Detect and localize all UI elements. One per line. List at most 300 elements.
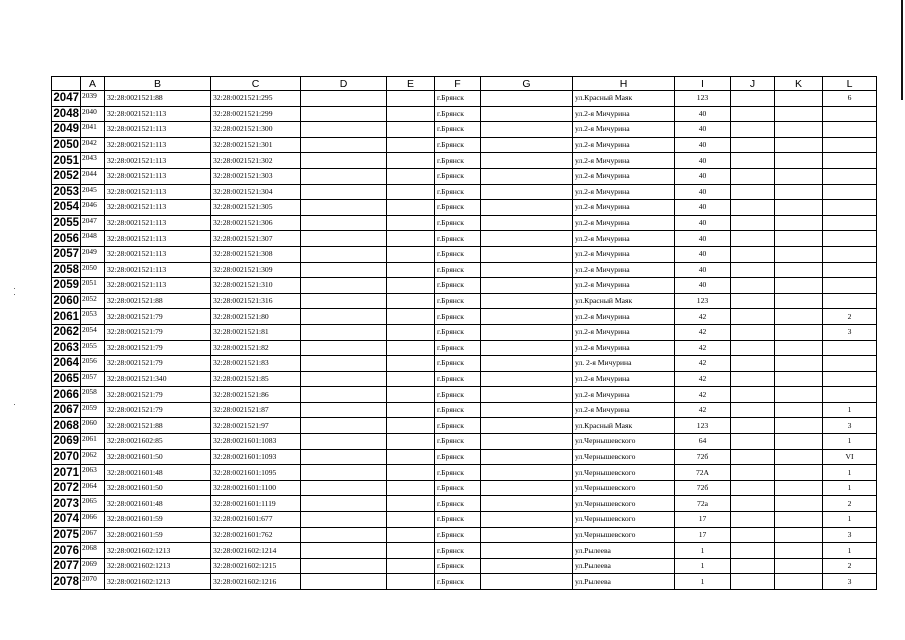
cell-b[interactable]: 32:28:0021521:88 <box>105 91 211 107</box>
cell-k[interactable] <box>775 449 823 465</box>
cell-b[interactable]: 32:28:0021521:113 <box>105 184 211 200</box>
cell-h[interactable]: ул.Чернышевского <box>573 449 675 465</box>
cell-i[interactable]: 40 <box>675 137 731 153</box>
cell-j[interactable] <box>731 200 775 216</box>
cell-h[interactable]: ул.Чернышевского <box>573 512 675 528</box>
cell-j[interactable] <box>731 215 775 231</box>
cell-j[interactable] <box>731 153 775 169</box>
cell-d[interactable] <box>301 153 387 169</box>
cell-c[interactable]: 32:28:0021601:1083 <box>211 434 301 450</box>
cell-e[interactable] <box>387 418 435 434</box>
cell-h[interactable]: ул.Чернышевского <box>573 480 675 496</box>
cell-h[interactable]: ул.2-я Мичурина <box>573 153 675 169</box>
cell-l[interactable] <box>823 153 877 169</box>
cell-d[interactable] <box>301 512 387 528</box>
cell-j[interactable] <box>731 246 775 262</box>
cell-a[interactable]: 2047 <box>81 215 105 231</box>
cell-j[interactable] <box>731 231 775 247</box>
cell-b[interactable]: 32:28:0021521:88 <box>105 418 211 434</box>
cell-i[interactable]: 40 <box>675 106 731 122</box>
cell-c[interactable]: 32:28:0021521:304 <box>211 184 301 200</box>
cell-f[interactable]: г.Брянск <box>435 246 481 262</box>
cell-d[interactable] <box>301 434 387 450</box>
cell-b[interactable]: 32:28:0021602:1213 <box>105 558 211 574</box>
cell-a[interactable]: 2040 <box>81 106 105 122</box>
cell-d[interactable] <box>301 293 387 309</box>
cell-i[interactable]: 42 <box>675 340 731 356</box>
cell-a[interactable]: 2065 <box>81 496 105 512</box>
row-number[interactable]: 2078 <box>53 575 79 588</box>
cell-b[interactable]: 32:28:0021521:113 <box>105 231 211 247</box>
cell-a[interactable]: 2062 <box>81 449 105 465</box>
cell-g[interactable] <box>481 574 573 590</box>
cell-g[interactable] <box>481 91 573 107</box>
cell-c[interactable]: 32:28:0021601:1093 <box>211 449 301 465</box>
cell-e[interactable] <box>387 184 435 200</box>
cell-h[interactable]: ул.Рылеева <box>573 574 675 590</box>
cell-f[interactable]: г.Брянск <box>435 543 481 559</box>
cell-d[interactable] <box>301 574 387 590</box>
cell-i[interactable]: 40 <box>675 153 731 169</box>
cell-d[interactable] <box>301 231 387 247</box>
cell-a[interactable]: 2043 <box>81 153 105 169</box>
corner-cell[interactable] <box>52 77 81 91</box>
cell-f[interactable]: г.Брянск <box>435 324 481 340</box>
cell-k[interactable] <box>775 309 823 325</box>
cell-g[interactable] <box>481 418 573 434</box>
cell-b[interactable]: 32:28:0021521:113 <box>105 153 211 169</box>
cell-d[interactable] <box>301 527 387 543</box>
cell-i[interactable]: 1 <box>675 558 731 574</box>
cell-j[interactable] <box>731 449 775 465</box>
row-number[interactable]: 2050 <box>53 139 79 152</box>
cell-f[interactable]: г.Брянск <box>435 106 481 122</box>
cell-k[interactable] <box>775 184 823 200</box>
row-number[interactable]: 2055 <box>53 217 79 230</box>
cell-a[interactable]: 2070 <box>81 574 105 590</box>
row-number[interactable]: 2065 <box>53 372 79 385</box>
cell-j[interactable] <box>731 309 775 325</box>
cell-i[interactable]: 42 <box>675 356 731 372</box>
cell-i[interactable]: 40 <box>675 168 731 184</box>
cell-f[interactable]: г.Брянск <box>435 278 481 294</box>
cell-e[interactable] <box>387 512 435 528</box>
cell-e[interactable] <box>387 543 435 559</box>
cell-a[interactable]: 2039 <box>81 91 105 107</box>
row-number[interactable]: 2069 <box>53 435 79 448</box>
cell-i[interactable]: 1 <box>675 574 731 590</box>
cell-d[interactable] <box>301 402 387 418</box>
cell-i[interactable]: 42 <box>675 371 731 387</box>
cell-k[interactable] <box>775 168 823 184</box>
cell-d[interactable] <box>301 200 387 216</box>
cell-g[interactable] <box>481 200 573 216</box>
cell-b[interactable]: 32:28:0021521:79 <box>105 340 211 356</box>
cell-f[interactable]: г.Брянск <box>435 356 481 372</box>
cell-g[interactable] <box>481 543 573 559</box>
cell-a[interactable]: 2053 <box>81 309 105 325</box>
cell-d[interactable] <box>301 465 387 481</box>
cell-h[interactable]: ул.2-я Мичурина <box>573 262 675 278</box>
cell-g[interactable] <box>481 324 573 340</box>
cell-l[interactable]: 6 <box>823 91 877 107</box>
cell-f[interactable]: г.Брянск <box>435 527 481 543</box>
cell-a[interactable]: 2046 <box>81 200 105 216</box>
row-number[interactable]: 2066 <box>53 388 79 401</box>
cell-h[interactable]: ул.2-я Мичурина <box>573 184 675 200</box>
cell-k[interactable] <box>775 496 823 512</box>
cell-l[interactable] <box>823 122 877 138</box>
cell-a[interactable]: 2049 <box>81 246 105 262</box>
cell-j[interactable] <box>731 278 775 294</box>
cell-b[interactable]: 32:28:0021521:113 <box>105 215 211 231</box>
cell-d[interactable] <box>301 262 387 278</box>
cell-f[interactable]: г.Брянск <box>435 512 481 528</box>
row-number[interactable]: 2047 <box>53 92 79 105</box>
cell-b[interactable]: 32:28:0021521:79 <box>105 387 211 403</box>
cell-c[interactable]: 32:28:0021521:299 <box>211 106 301 122</box>
cell-j[interactable] <box>731 137 775 153</box>
cell-b[interactable]: 32:28:0021601:50 <box>105 449 211 465</box>
cell-k[interactable] <box>775 340 823 356</box>
cell-j[interactable] <box>731 574 775 590</box>
cell-i[interactable]: 64 <box>675 434 731 450</box>
cell-k[interactable] <box>775 262 823 278</box>
cell-c[interactable]: 32:28:0021602:1215 <box>211 558 301 574</box>
cell-e[interactable] <box>387 434 435 450</box>
cell-i[interactable]: 40 <box>675 200 731 216</box>
row-number[interactable]: 2060 <box>53 295 79 308</box>
cell-c[interactable]: 32:28:0021521:82 <box>211 340 301 356</box>
cell-g[interactable] <box>481 309 573 325</box>
row-number[interactable]: 2076 <box>53 544 79 557</box>
cell-l[interactable] <box>823 262 877 278</box>
cell-e[interactable] <box>387 122 435 138</box>
cell-f[interactable]: г.Брянск <box>435 231 481 247</box>
cell-f[interactable]: г.Брянск <box>435 137 481 153</box>
cell-e[interactable] <box>387 449 435 465</box>
cell-j[interactable] <box>731 324 775 340</box>
cell-f[interactable]: г.Брянск <box>435 449 481 465</box>
column-header-a[interactable]: A <box>81 77 105 91</box>
cell-b[interactable]: 32:28:0021521:113 <box>105 137 211 153</box>
cell-h[interactable]: ул.2-я Мичурина <box>573 231 675 247</box>
cell-k[interactable] <box>775 106 823 122</box>
cell-i[interactable]: 123 <box>675 91 731 107</box>
cell-a[interactable]: 2060 <box>81 418 105 434</box>
cell-l[interactable]: 1 <box>823 434 877 450</box>
cell-f[interactable]: г.Брянск <box>435 434 481 450</box>
cell-f[interactable]: г.Брянск <box>435 371 481 387</box>
cell-d[interactable] <box>301 356 387 372</box>
cell-c[interactable]: 32:28:0021521:305 <box>211 200 301 216</box>
cell-b[interactable]: 32:28:0021602:1213 <box>105 543 211 559</box>
cell-j[interactable] <box>731 480 775 496</box>
cell-g[interactable] <box>481 480 573 496</box>
row-number[interactable]: 2058 <box>53 263 79 276</box>
cell-h[interactable]: ул.2-я Мичурина <box>573 215 675 231</box>
cell-h[interactable]: ул.2-я Мичурина <box>573 122 675 138</box>
cell-g[interactable] <box>481 527 573 543</box>
cell-b[interactable]: 32:28:0021521:113 <box>105 278 211 294</box>
cell-j[interactable] <box>731 512 775 528</box>
cell-h[interactable]: ул.Рылеева <box>573 543 675 559</box>
cell-k[interactable] <box>775 293 823 309</box>
cell-c[interactable]: 32:28:0021521:310 <box>211 278 301 294</box>
cell-f[interactable]: г.Брянск <box>435 215 481 231</box>
cell-e[interactable] <box>387 262 435 278</box>
cell-e[interactable] <box>387 465 435 481</box>
cell-i[interactable]: 42 <box>675 402 731 418</box>
cell-l[interactable]: 1 <box>823 480 877 496</box>
cell-k[interactable] <box>775 246 823 262</box>
cell-h[interactable]: ул.Чернышевского <box>573 496 675 512</box>
cell-f[interactable]: г.Брянск <box>435 574 481 590</box>
cell-d[interactable] <box>301 480 387 496</box>
cell-c[interactable]: 32:28:0021521:295 <box>211 91 301 107</box>
cell-k[interactable] <box>775 465 823 481</box>
cell-h[interactable]: ул.2-я Мичурина <box>573 200 675 216</box>
cell-c[interactable]: 32:28:0021601:1100 <box>211 480 301 496</box>
cell-l[interactable]: 2 <box>823 309 877 325</box>
cell-e[interactable] <box>387 293 435 309</box>
cell-i[interactable]: 72а <box>675 496 731 512</box>
cell-k[interactable] <box>775 512 823 528</box>
cell-l[interactable]: 2 <box>823 496 877 512</box>
cell-j[interactable] <box>731 558 775 574</box>
cell-j[interactable] <box>731 91 775 107</box>
cell-i[interactable]: 72б <box>675 449 731 465</box>
cell-k[interactable] <box>775 434 823 450</box>
cell-d[interactable] <box>301 543 387 559</box>
cell-l[interactable] <box>823 278 877 294</box>
cell-k[interactable] <box>775 122 823 138</box>
cell-h[interactable]: ул.Красный Маяк <box>573 418 675 434</box>
row-number[interactable]: 2074 <box>53 513 79 526</box>
cell-j[interactable] <box>731 402 775 418</box>
cell-h[interactable]: ул.2-я Мичурина <box>573 137 675 153</box>
cell-l[interactable]: 3 <box>823 418 877 434</box>
cell-a[interactable]: 2045 <box>81 184 105 200</box>
cell-e[interactable] <box>387 309 435 325</box>
cell-c[interactable]: 32:28:0021521:97 <box>211 418 301 434</box>
cell-l[interactable]: 3 <box>823 527 877 543</box>
row-number[interactable]: 2056 <box>53 232 79 245</box>
row-number[interactable]: 2067 <box>53 404 79 417</box>
cell-i[interactable]: 72А <box>675 465 731 481</box>
cell-h[interactable]: ул.Чернышевского <box>573 527 675 543</box>
row-number[interactable]: 2077 <box>53 560 79 573</box>
cell-d[interactable] <box>301 449 387 465</box>
cell-j[interactable] <box>731 387 775 403</box>
cell-a[interactable]: 2067 <box>81 527 105 543</box>
cell-a[interactable]: 2069 <box>81 558 105 574</box>
cell-l[interactable] <box>823 371 877 387</box>
cell-i[interactable]: 40 <box>675 231 731 247</box>
cell-a[interactable]: 2058 <box>81 387 105 403</box>
cell-a[interactable]: 2061 <box>81 434 105 450</box>
row-number[interactable]: 2061 <box>53 310 79 323</box>
cell-f[interactable]: г.Брянск <box>435 293 481 309</box>
cell-l[interactable]: VI <box>823 449 877 465</box>
cell-g[interactable] <box>481 122 573 138</box>
row-number[interactable]: 2071 <box>53 466 79 479</box>
cell-g[interactable] <box>481 231 573 247</box>
row-number[interactable]: 2057 <box>53 248 79 261</box>
cell-a[interactable]: 2042 <box>81 137 105 153</box>
cell-l[interactable] <box>823 184 877 200</box>
cell-a[interactable]: 2066 <box>81 512 105 528</box>
cell-h[interactable]: ул.2-я Мичурина <box>573 309 675 325</box>
cell-c[interactable]: 32:28:0021521:316 <box>211 293 301 309</box>
cell-e[interactable] <box>387 106 435 122</box>
cell-g[interactable] <box>481 434 573 450</box>
cell-e[interactable] <box>387 402 435 418</box>
cell-j[interactable] <box>731 262 775 278</box>
cell-f[interactable]: г.Брянск <box>435 340 481 356</box>
row-number[interactable]: 2064 <box>53 357 79 370</box>
cell-c[interactable]: 32:28:0021601:1119 <box>211 496 301 512</box>
cell-l[interactable]: 1 <box>823 512 877 528</box>
cell-d[interactable] <box>301 418 387 434</box>
cell-l[interactable] <box>823 215 877 231</box>
cell-l[interactable] <box>823 340 877 356</box>
column-header-g[interactable]: G <box>481 77 573 91</box>
cell-j[interactable] <box>731 465 775 481</box>
cell-f[interactable]: г.Брянск <box>435 309 481 325</box>
cell-i[interactable]: 17 <box>675 527 731 543</box>
row-number[interactable]: 2075 <box>53 528 79 541</box>
cell-b[interactable]: 32:28:0021521:79 <box>105 402 211 418</box>
cell-g[interactable] <box>481 340 573 356</box>
cell-g[interactable] <box>481 293 573 309</box>
cell-j[interactable] <box>731 106 775 122</box>
column-header-c[interactable]: C <box>211 77 301 91</box>
cell-d[interactable] <box>301 496 387 512</box>
cell-i[interactable]: 42 <box>675 309 731 325</box>
cell-k[interactable] <box>775 418 823 434</box>
cell-a[interactable]: 2064 <box>81 480 105 496</box>
cell-d[interactable] <box>301 309 387 325</box>
cell-f[interactable]: г.Брянск <box>435 168 481 184</box>
cell-k[interactable] <box>775 153 823 169</box>
cell-k[interactable] <box>775 574 823 590</box>
cell-c[interactable]: 32:28:0021521:306 <box>211 215 301 231</box>
cell-k[interactable] <box>775 543 823 559</box>
cell-f[interactable]: г.Брянск <box>435 402 481 418</box>
cell-b[interactable]: 32:28:0021521:88 <box>105 293 211 309</box>
cell-g[interactable] <box>481 168 573 184</box>
cell-c[interactable]: 32:28:0021601:1095 <box>211 465 301 481</box>
cell-l[interactable]: 1 <box>823 543 877 559</box>
cell-b[interactable]: 32:28:0021521:113 <box>105 200 211 216</box>
cell-e[interactable] <box>387 137 435 153</box>
cell-l[interactable] <box>823 106 877 122</box>
cell-j[interactable] <box>731 340 775 356</box>
cell-d[interactable] <box>301 215 387 231</box>
cell-j[interactable] <box>731 356 775 372</box>
cell-i[interactable]: 42 <box>675 387 731 403</box>
cell-e[interactable] <box>387 371 435 387</box>
cell-l[interactable] <box>823 200 877 216</box>
row-number[interactable]: 2070 <box>53 450 79 463</box>
cell-d[interactable] <box>301 340 387 356</box>
cell-b[interactable]: 32:28:0021521:79 <box>105 309 211 325</box>
cell-c[interactable]: 32:28:0021521:81 <box>211 324 301 340</box>
cell-g[interactable] <box>481 496 573 512</box>
cell-g[interactable] <box>481 356 573 372</box>
cell-f[interactable]: г.Брянск <box>435 91 481 107</box>
cell-a[interactable]: 2068 <box>81 543 105 559</box>
cell-l[interactable]: 3 <box>823 324 877 340</box>
column-header-e[interactable]: E <box>387 77 435 91</box>
cell-g[interactable] <box>481 558 573 574</box>
cell-h[interactable]: ул.Красный Маяк <box>573 91 675 107</box>
cell-b[interactable]: 32:28:0021521:79 <box>105 324 211 340</box>
cell-a[interactable]: 2059 <box>81 402 105 418</box>
cell-k[interactable] <box>775 137 823 153</box>
cell-e[interactable] <box>387 496 435 512</box>
row-number[interactable]: 2063 <box>53 341 79 354</box>
cell-h[interactable]: ул.2-я Мичурина <box>573 340 675 356</box>
cell-c[interactable]: 32:28:0021601:677 <box>211 512 301 528</box>
cell-k[interactable] <box>775 387 823 403</box>
cell-d[interactable] <box>301 246 387 262</box>
cell-h[interactable]: ул.Красный Маяк <box>573 293 675 309</box>
cell-f[interactable]: г.Брянск <box>435 122 481 138</box>
cell-i[interactable]: 17 <box>675 512 731 528</box>
cell-i[interactable]: 40 <box>675 262 731 278</box>
cell-c[interactable]: 32:28:0021521:80 <box>211 309 301 325</box>
cell-h[interactable]: ул.2-я Мичурина <box>573 246 675 262</box>
cell-i[interactable]: 40 <box>675 246 731 262</box>
cell-d[interactable] <box>301 122 387 138</box>
cell-b[interactable]: 32:28:0021521:113 <box>105 246 211 262</box>
cell-j[interactable] <box>731 293 775 309</box>
cell-d[interactable] <box>301 558 387 574</box>
column-header-h[interactable]: H <box>573 77 675 91</box>
cell-f[interactable]: г.Брянск <box>435 558 481 574</box>
cell-e[interactable] <box>387 246 435 262</box>
cell-e[interactable] <box>387 278 435 294</box>
cell-d[interactable] <box>301 106 387 122</box>
cell-a[interactable]: 2055 <box>81 340 105 356</box>
cell-b[interactable]: 32:28:0021602:1213 <box>105 574 211 590</box>
cell-h[interactable]: ул.2-я Мичурина <box>573 278 675 294</box>
row-number[interactable]: 2052 <box>53 170 79 183</box>
cell-l[interactable] <box>823 356 877 372</box>
row-number[interactable]: 2073 <box>53 497 79 510</box>
cell-i[interactable]: 1 <box>675 543 731 559</box>
cell-b[interactable]: 32:28:0021601:50 <box>105 480 211 496</box>
cell-b[interactable]: 32:28:0021521:113 <box>105 122 211 138</box>
row-number[interactable]: 2053 <box>53 185 79 198</box>
column-header-k[interactable]: K <box>775 77 823 91</box>
cell-g[interactable] <box>481 262 573 278</box>
column-header-d[interactable]: D <box>301 77 387 91</box>
cell-k[interactable] <box>775 558 823 574</box>
cell-l[interactable]: 3 <box>823 574 877 590</box>
cell-c[interactable]: 32:28:0021521:307 <box>211 231 301 247</box>
row-number[interactable]: 2048 <box>53 107 79 120</box>
cell-e[interactable] <box>387 324 435 340</box>
cell-g[interactable] <box>481 371 573 387</box>
cell-j[interactable] <box>731 371 775 387</box>
cell-f[interactable]: г.Брянск <box>435 465 481 481</box>
cell-k[interactable] <box>775 356 823 372</box>
cell-e[interactable] <box>387 231 435 247</box>
cell-h[interactable]: ул.Чернышевского <box>573 434 675 450</box>
